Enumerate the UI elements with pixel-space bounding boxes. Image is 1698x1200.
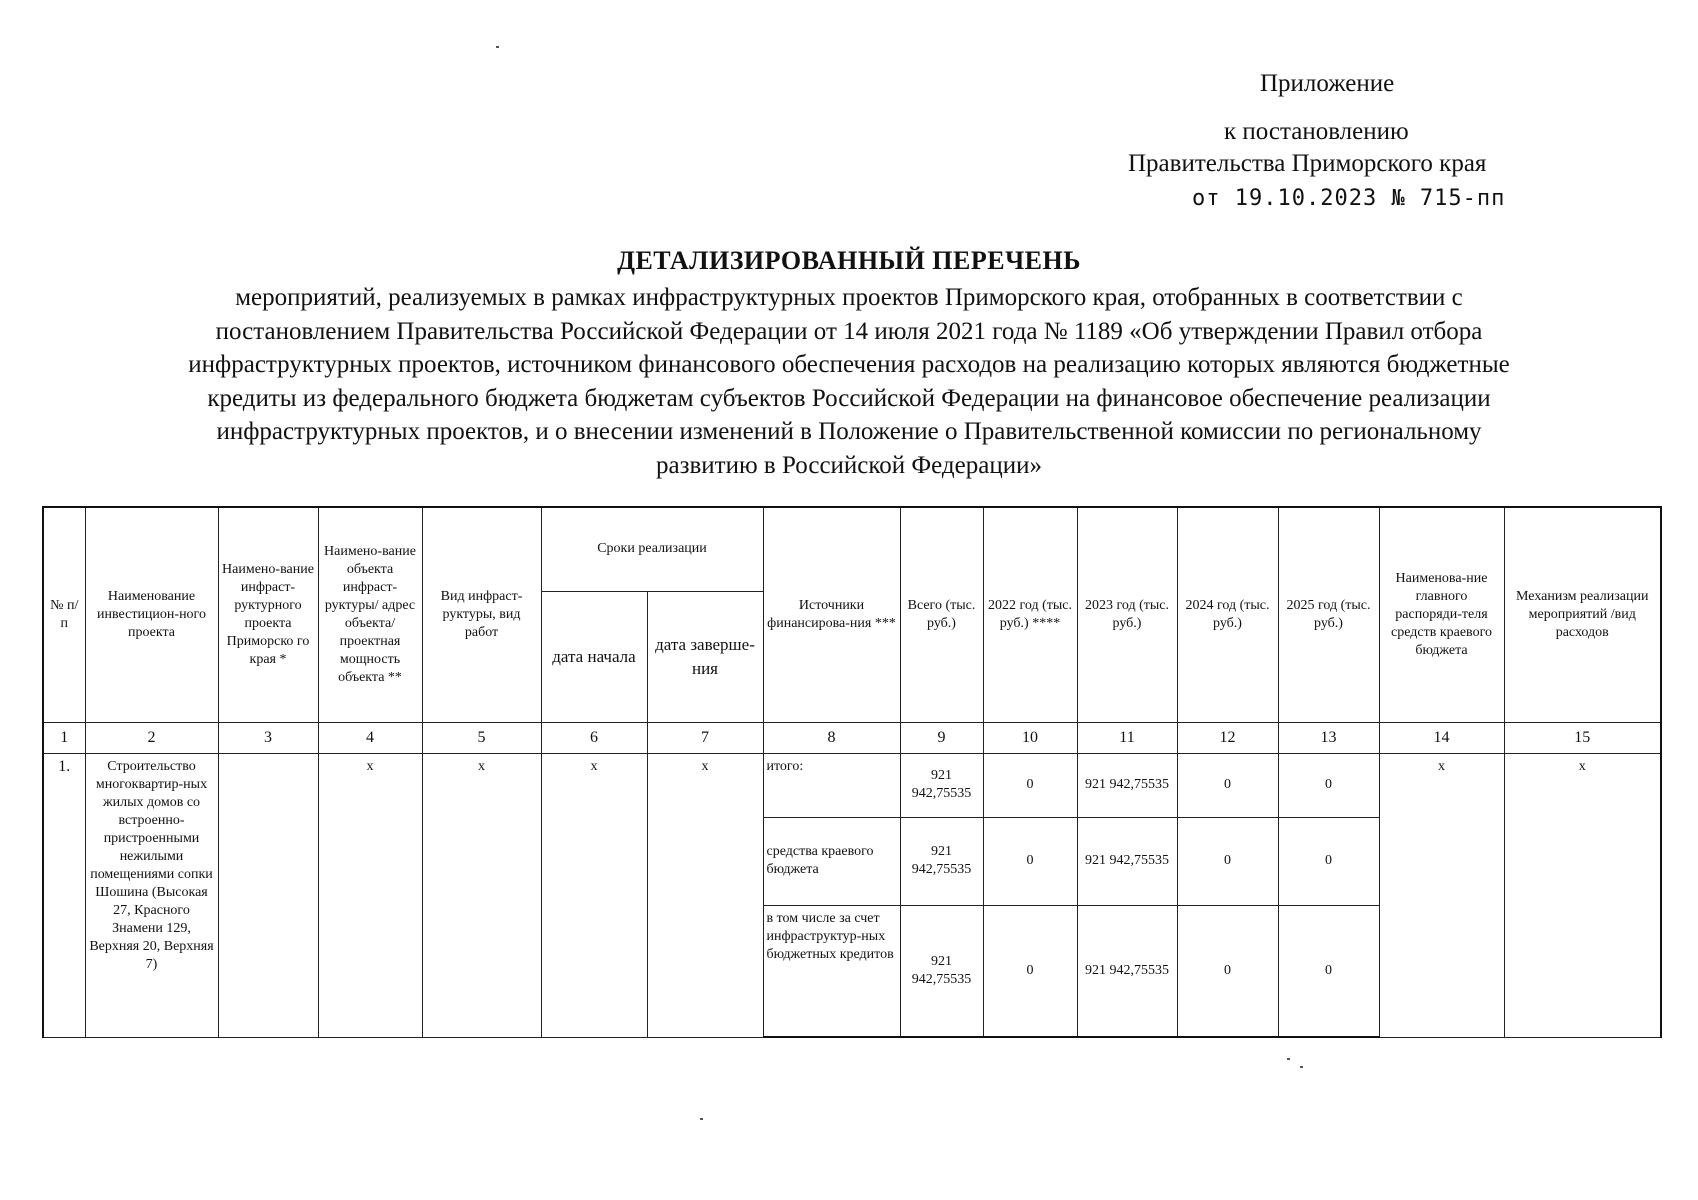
table-row (43, 753, 1661, 817)
scan-speck (496, 46, 499, 48)
mechanism-cell: х (1504, 753, 1661, 1037)
header-end-date: дата заверше-ния (647, 591, 763, 722)
year-2023-cell: 921 942,75535 (1077, 817, 1177, 905)
header-project-name: Наименование инвестицион-ного проекта (85, 507, 218, 722)
header-infrastructure-project: Наимено-вание инфраст-руктурного проекта Приморско го края * (218, 507, 318, 722)
year-2023-cell: 921 942,75535 (1077, 905, 1177, 1037)
document-title: ДЕТАЛИЗИРОВАННЫЙ ПЕРЕЧЕНЬ (617, 246, 1081, 275)
subtitle-line: мероприятий, реализуемых в рамках инфраструктурных проектов Приморского края, отобранных в соответствии с (235, 284, 1463, 311)
year-2025-cell: 0 (1278, 753, 1379, 817)
document-subtitle (80, 281, 1618, 482)
header-chief-administrator: Наименова-ние главного распоряди-теля средств краевого бюджета (1379, 507, 1504, 722)
scan-speck (1287, 1058, 1290, 1060)
scan-speck (700, 1118, 703, 1120)
year-2025-cell: 0 (1278, 905, 1379, 1037)
header-infrastructure-object: Наимено-вание объекта инфраст-руктуры/ адрес объекта/ проектная мощность объекта ** (318, 507, 422, 722)
header-year-2022: 2022 год (тыс. руб.) **** (983, 507, 1077, 722)
column-number: 10 (983, 722, 1077, 753)
year-2022-cell: 0 (983, 905, 1077, 1037)
year-2022-cell: 0 (983, 817, 1077, 905)
column-number: 11 (1077, 722, 1177, 753)
chief-administrator-cell: х (1379, 753, 1504, 1037)
subtitle-line: постановлением Правительства Российской Федерации от 14 июля 2021 года № 1189 «Об утверждении Правил отбора (215, 317, 1483, 345)
infrastructure-object-cell: х (318, 753, 422, 1037)
total-cell: 921 942,75535 (900, 817, 983, 905)
header-timing-group: Сроки реализации (541, 507, 763, 591)
scan-speck (1300, 1066, 1303, 1068)
column-number: 5 (422, 722, 541, 753)
total-cell: 921 942,75535 (900, 905, 983, 1037)
funding-source-cell: в том числе за счет инфраструктур-ных бюджетных кредитов (763, 905, 900, 1037)
column-number: 6 (541, 722, 647, 753)
table-header-row (43, 507, 1661, 591)
funding-source-cell: средства краевого бюджета (763, 817, 900, 905)
header-year-2023: 2023 год (тыс. руб.) (1077, 507, 1177, 722)
header-funding-sources: Источники финансирова-ния *** (763, 507, 900, 722)
column-number: 12 (1177, 722, 1278, 753)
subtitle-line: инфраструктурных проектов, и о внесении изменений в Положение о Правительственной комиссии по региональному (216, 418, 1482, 445)
column-number: 15 (1504, 722, 1661, 753)
header-total: Всего (тыс. руб.) (900, 507, 983, 722)
year-2024-cell: 0 (1177, 905, 1278, 1037)
project-name-cell: Строительство многоквартир-ных жилых домов со встроенно-пристроенными нежилыми помещениями сопки Шошина (Высокая 27, Красного Знамени 129, Верхняя 20, Верхняя 7) (85, 753, 218, 1037)
resolution-date-number: от 19.10.2023 № 715-пп (1192, 186, 1506, 211)
header-infrastructure-type: Вид инфраст-руктуры, вид работ (422, 507, 541, 722)
header-number: № п/п (43, 507, 85, 722)
subtitle-line: развитию в Российской Федерации» (656, 451, 1042, 479)
header-mechanism: Механизм реализации мероприятий /вид расходов (1504, 507, 1661, 722)
year-2025-cell: 0 (1278, 817, 1379, 905)
column-number: 9 (900, 722, 983, 753)
appendix-title: Приложение (1260, 70, 1395, 97)
appendix-government: Правительства Приморского края (1128, 150, 1487, 177)
column-number: 3 (218, 722, 318, 753)
infrastructure-project-cell (218, 753, 318, 1037)
header-start-date: дата начала (541, 591, 647, 722)
row-number: 1. (43, 753, 85, 1037)
header-year-2024: 2024 год (тыс. руб.) (1177, 507, 1278, 722)
year-2024-cell: 0 (1177, 753, 1278, 817)
funding-source-cell: итого: (763, 753, 900, 817)
subtitle-line: инфраструктурных проектов, источником финансового обеспечения расходов на реализацию которых являются бюджетные (188, 351, 1510, 378)
start-date-cell: х (541, 753, 647, 1037)
year-2022-cell: 0 (983, 753, 1077, 817)
column-number: 8 (763, 722, 900, 753)
end-date-cell: х (647, 753, 763, 1037)
header-year-2025: 2025 год (тыс. руб.) (1278, 507, 1379, 722)
appendix-to-resolution: к постановлению (1224, 118, 1409, 145)
column-number: 13 (1278, 722, 1379, 753)
column-number: 7 (647, 722, 763, 753)
column-number: 4 (318, 722, 422, 753)
measures-table (42, 506, 1662, 1038)
column-number: 1 (43, 722, 85, 753)
year-2024-cell: 0 (1177, 817, 1278, 905)
year-2023-cell: 921 942,75535 (1077, 753, 1177, 817)
total-cell: 921 942,75535 (900, 753, 983, 817)
subtitle-line: кредиты из федерального бюджета бюджетам субъектов Российской Федерации на финансовое обеспечение реализации (207, 384, 1491, 412)
infrastructure-type-cell: х (422, 753, 541, 1037)
column-numbers-row (43, 722, 1661, 753)
column-number: 14 (1379, 722, 1504, 753)
column-number: 2 (85, 722, 218, 753)
